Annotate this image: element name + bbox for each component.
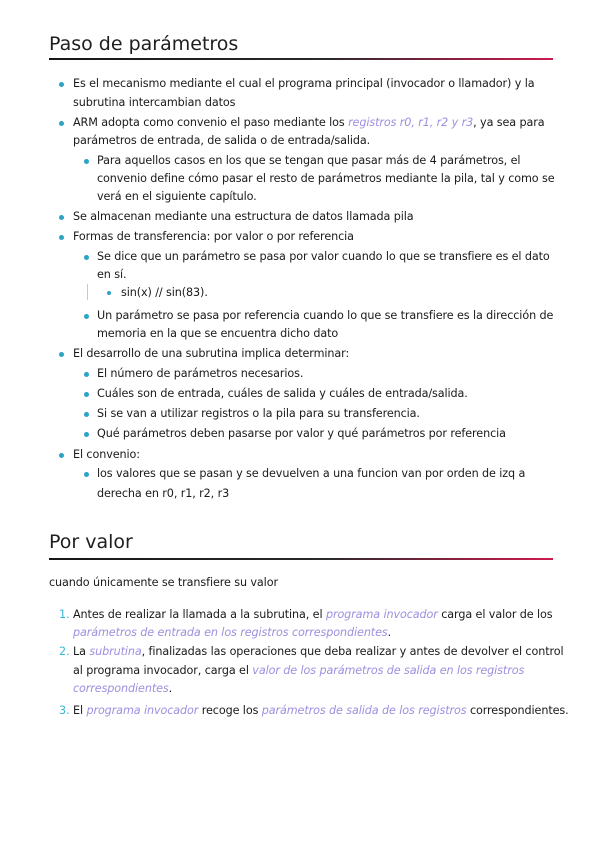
bullet-dot-icon xyxy=(84,392,89,397)
text: ARM adopta como convenio el paso mediante los xyxy=(73,116,349,129)
intro-text: cuando únicamente se transfiere su valor xyxy=(49,576,278,589)
bullet-text: Un parámetro se pasa por referencia cuando lo que se transfiere es la dirección de xyxy=(97,309,554,322)
bullet-text: parámetros de entrada, de salida o de entrada/salida. xyxy=(73,134,371,147)
bullet-text: derecha en r0, r1, r2, r3 xyxy=(97,487,230,500)
step-text xyxy=(73,682,172,696)
text: recoge los xyxy=(198,704,262,717)
bullet-dot-icon xyxy=(84,372,89,377)
bullet-text: Es el mecanismo mediante el cual el programa principal (invocador o llamador) y la xyxy=(73,77,535,90)
text: Antes de realizar la llamada a la subrutina, el xyxy=(73,608,326,621)
bullet-text: Se almacenan mediante una estructura de datos llamada pila xyxy=(73,210,414,223)
section-title-paso-de-parametros: Paso de parámetros xyxy=(49,33,239,55)
text: . xyxy=(168,682,173,695)
text: El xyxy=(73,704,87,717)
step-text xyxy=(73,608,553,622)
section-divider xyxy=(49,558,553,560)
bullet-text xyxy=(73,116,545,130)
highlight-text: subrutina xyxy=(89,645,142,658)
bullet-dot-icon xyxy=(84,255,89,260)
bullet-text: subrutina intercambian datos xyxy=(73,96,236,109)
bullet-text: El desarrollo de una subrutina implica determinar: xyxy=(73,347,350,360)
bullet-dot-icon xyxy=(59,82,64,87)
text: al programa invocador, carga el xyxy=(73,664,253,677)
bullet-text: El convenio: xyxy=(73,448,140,461)
bullet-dot-icon xyxy=(59,121,64,126)
list-number: 2. xyxy=(59,645,70,658)
text: La xyxy=(73,645,90,658)
step-text xyxy=(73,664,524,678)
list-number: 3. xyxy=(59,704,70,717)
bullet-dot-icon xyxy=(84,432,89,437)
bullet-text: Se dice que un parámetro se pasa por valor cuando lo que se transfiere es el dato xyxy=(97,250,550,263)
bullet-text: Cuáles son de entrada, cuáles de salida y cuáles de entrada/salida. xyxy=(97,387,468,400)
highlight-text: parámetros de salida de los registros xyxy=(261,704,467,717)
bullet-text: sin(x) // sin(83). xyxy=(121,286,208,299)
bullet-text: memoria en la que se encuentra dicho dato xyxy=(97,327,339,340)
bullet-text: verá en el siguiente capítulo. xyxy=(97,190,257,203)
bullet-dot-icon xyxy=(84,314,89,319)
bullet-dot-icon xyxy=(59,235,64,240)
step-text xyxy=(73,645,564,659)
highlight-text: programa invocador xyxy=(325,608,438,621)
bullet-text: Qué parámetros deben pasarse por valor y qué parámetros por referencia xyxy=(97,427,506,440)
bullet-text: los valores que se pasan y se devuelven a una funcion van por orden de izq a xyxy=(97,467,526,480)
indent-guide xyxy=(87,284,88,300)
highlight-text: registros r0, r1, r2 y r3 xyxy=(348,116,474,129)
bullet-text: convenio define cómo pasar el resto de parámetros mediante la pila, tal y como se xyxy=(97,172,555,185)
bullet-text: Si se van a utilizar registros o la pila para su transferencia. xyxy=(97,407,420,420)
bullet-dot-icon xyxy=(84,159,89,164)
text: , ya sea para xyxy=(473,116,545,129)
bullet-dot-icon xyxy=(84,472,89,477)
bullet-dot-icon xyxy=(59,215,64,220)
bullet-dot-icon xyxy=(59,352,64,357)
text: . xyxy=(387,626,392,639)
bullet-text: en sí. xyxy=(97,268,127,281)
bullet-dot-icon xyxy=(107,291,111,295)
bullet-text: El número de parámetros necesarios. xyxy=(97,367,304,380)
text: , finalizadas las operaciones que deba realizar y antes de devolver el control xyxy=(141,645,564,658)
text: correspondientes. xyxy=(466,704,569,717)
bullet-dot-icon xyxy=(59,453,64,458)
list-number: 1. xyxy=(59,608,70,621)
section-divider xyxy=(49,58,553,60)
section-title-por-valor: Por valor xyxy=(49,531,133,553)
bullet-dot-icon xyxy=(84,412,89,417)
step-text xyxy=(73,704,569,718)
highlight-text: valor de los parámetros de salida en los registros xyxy=(252,664,525,677)
highlight-text: correspondientes xyxy=(73,682,169,695)
text: carga el valor de los xyxy=(437,608,553,621)
bullet-text: Para aquellos casos en los que se tengan que pasar más de 4 parámetros, el xyxy=(97,154,521,167)
step-text xyxy=(73,626,391,640)
bullet-text: Formas de transferencia: por valor o por referencia xyxy=(73,230,354,243)
highlight-text: programa invocador xyxy=(86,704,199,717)
highlight-text: parámetros de entrada en los registros correspondientes xyxy=(73,626,388,639)
